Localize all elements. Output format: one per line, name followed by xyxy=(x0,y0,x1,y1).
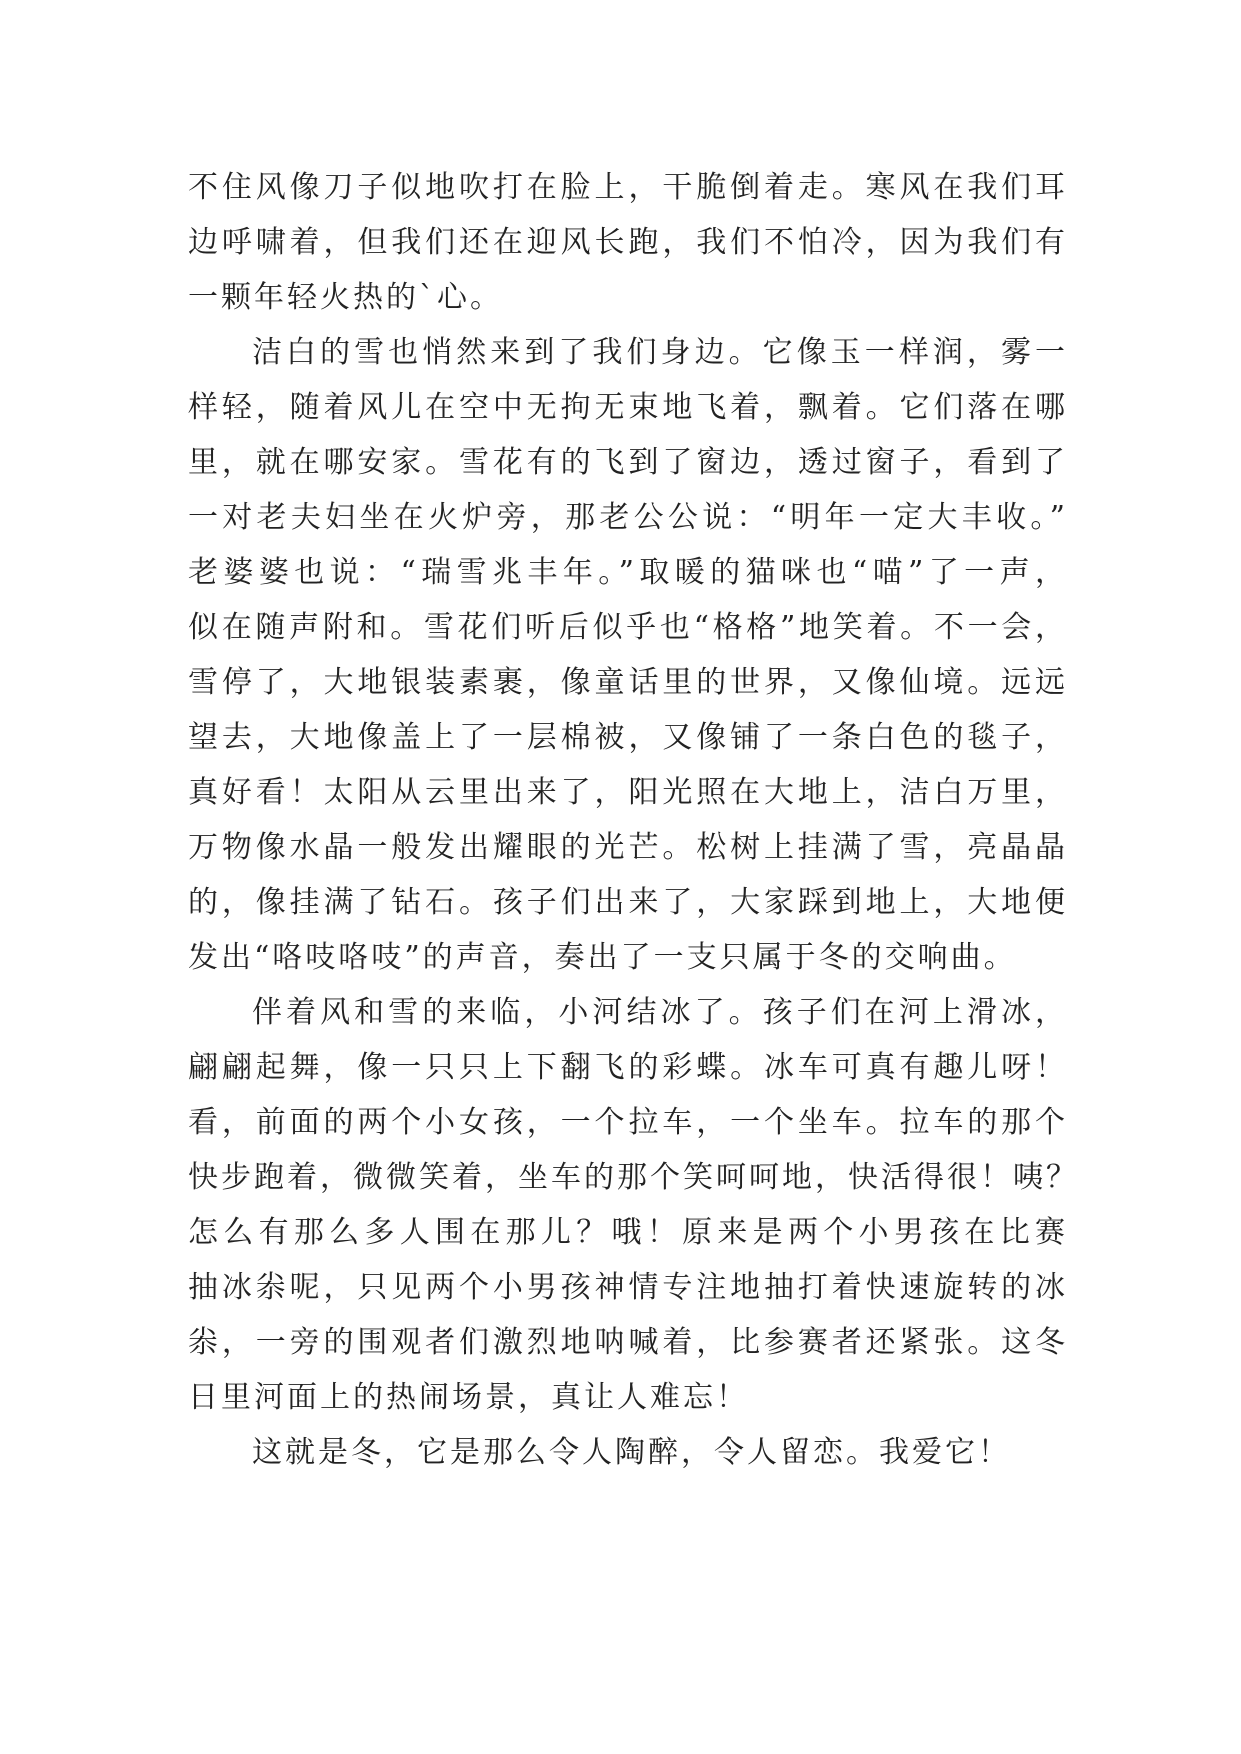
text-line: 望去，大地像盖上了一层棉被，又像铺了一条白色的毯子， xyxy=(188,720,1068,755)
text-line: 老婆婆也说：“瑞雪兆丰年。”取暖的猫咪也“喵”了一声， xyxy=(188,555,1068,590)
text-line: 伴着风和雪的来临，小河结冰了。孩子们在河上滑冰， xyxy=(252,995,1068,1030)
text-line: 翩翩起舞，像一只只上下翻飞的彩蝶。冰车可真有趣儿呀！ xyxy=(188,1050,1068,1085)
text-line: 快步跑着，微微笑着，坐车的那个笑呵呵地，快活得很！咦？ xyxy=(188,1160,1079,1195)
text-line: 不住风像刀子似地吹打在脸上，干脆倒着走。寒风在我们耳 xyxy=(188,170,1068,205)
text-line: 发出“咯吱咯吱”的声音，奏出了一支只属于冬的交响曲。 xyxy=(188,940,1017,975)
text-line: 边呼啸着，但我们还在迎风长跑，我们不怕冷，因为我们有 xyxy=(188,225,1068,260)
article-body xyxy=(188,160,1079,1480)
text-line: 一对老夫妇坐在火炉旁，那老公公说：“明年一定大丰收。” xyxy=(188,500,1068,535)
text-line: 尜，一旁的围观者们激烈地呐喊着，比参赛者还紧张。这冬 xyxy=(188,1325,1068,1360)
text-line: 一颗年轻火热的`心。 xyxy=(188,280,503,315)
text-line: 的，像挂满了钻石。孩子们出来了，大家踩到地上，大地便 xyxy=(188,885,1068,920)
text-line: 这就是冬，它是那么令人陶醉，令人留恋。我爱它！ xyxy=(252,1435,1011,1470)
text-line: 真好看！太阳从云里出来了，阳光照在大地上，洁白万里， xyxy=(188,775,1068,810)
text-line: 抽冰尜呢，只见两个小男孩神情专注地抽打着快速旋转的冰 xyxy=(188,1270,1068,1305)
text-line: 样轻，随着风儿在空中无拘无束地飞着，飘着。它们落在哪 xyxy=(188,390,1068,425)
text-line: 似在随声附和。雪花们听后似乎也“格格”地笑着。不一会， xyxy=(188,610,1068,645)
text-line: 雪停了，大地银装素裹，像童话里的世界，又像仙境。远远 xyxy=(188,665,1068,700)
text-line: 里，就在哪安家。雪花有的飞到了窗边，透过窗子，看到了 xyxy=(188,445,1068,480)
text-line: 看，前面的两个小女孩，一个拉车，一个坐车。拉车的那个 xyxy=(188,1105,1068,1140)
text-line: 万物像水晶一般发出耀眼的光芒。松树上挂满了雪，亮晶晶 xyxy=(188,830,1068,865)
text-line: 日里河面上的热闹场景，真让人难忘！ xyxy=(188,1380,749,1415)
text-line: 洁白的雪也悄然来到了我们身边。它像玉一样润，雾一 xyxy=(252,335,1068,370)
text-line: 怎么有那么多人围在那儿？哦！原来是两个小男孩在比赛 xyxy=(188,1215,1068,1250)
